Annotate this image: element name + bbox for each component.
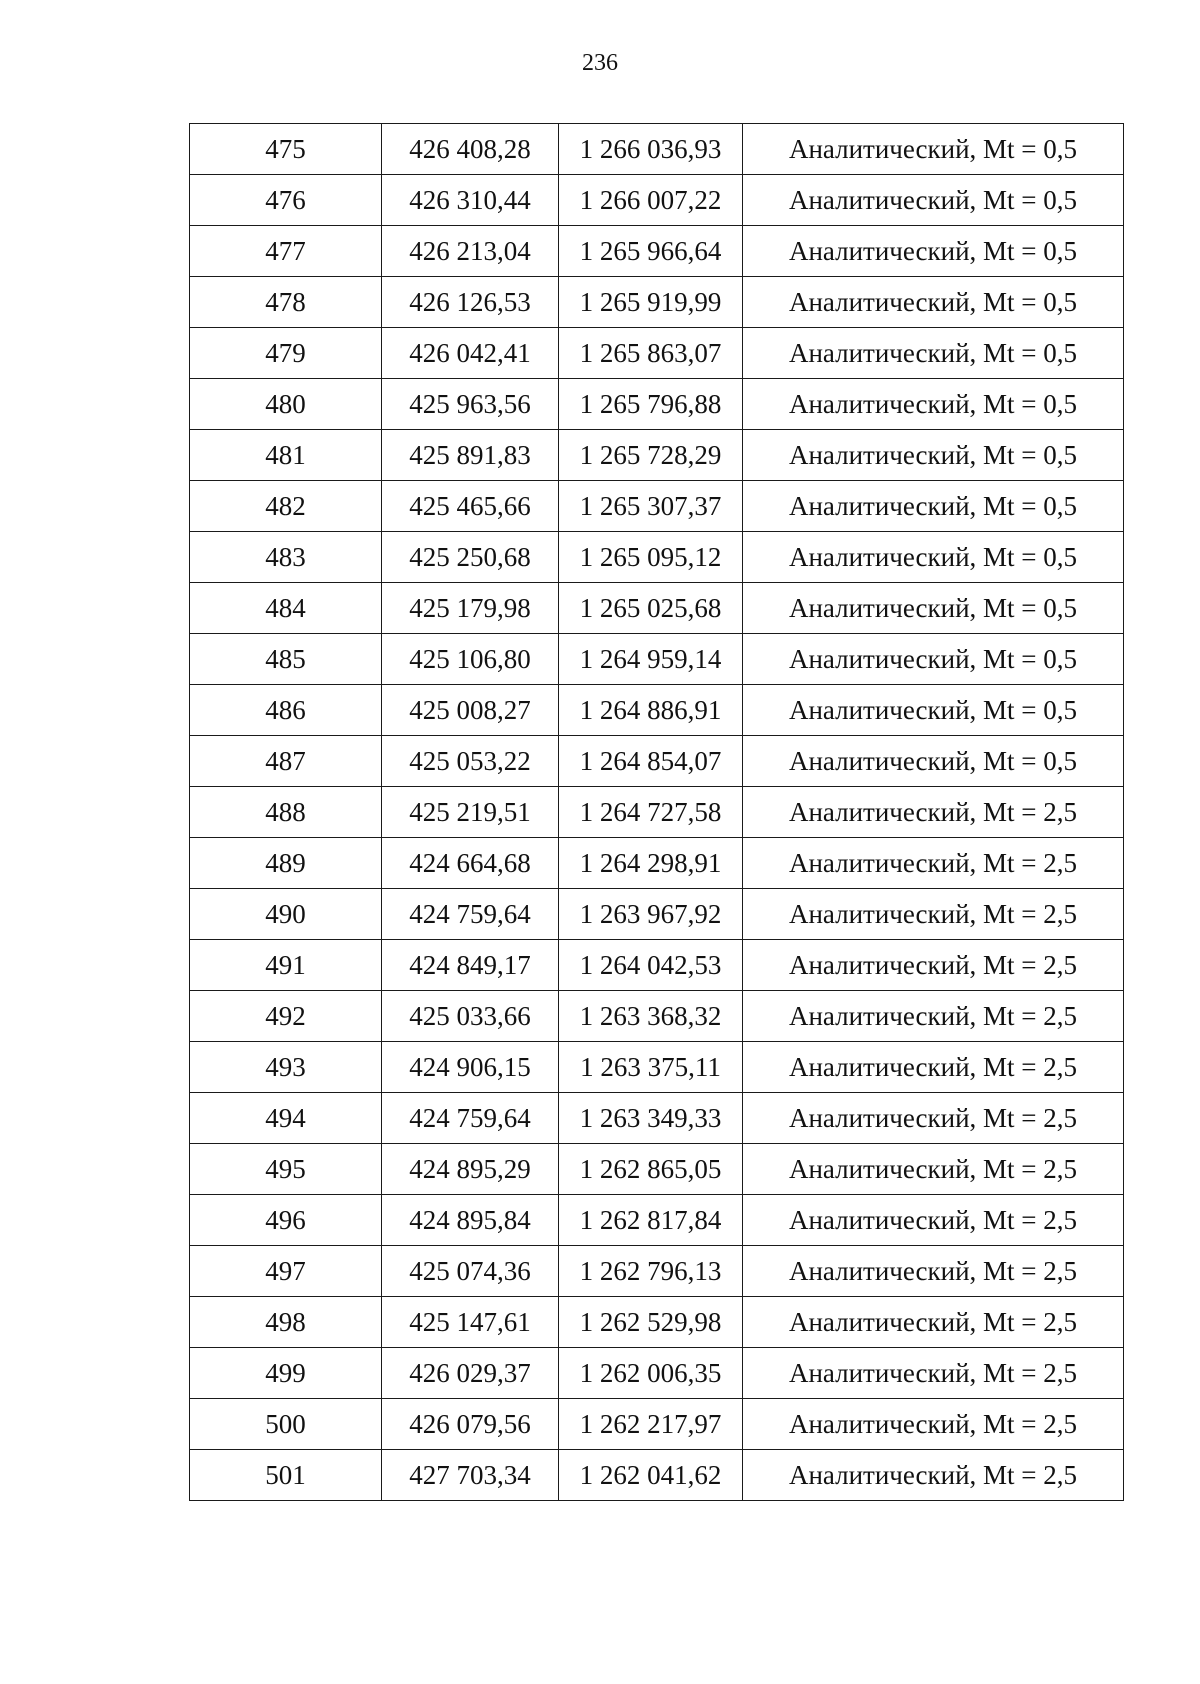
table-row	[190, 685, 1124, 736]
x-coordinate-cell: 425 053,22	[382, 736, 559, 787]
method-cell: Аналитический, Mt = 0,5	[743, 481, 1124, 532]
point-number-cell: 495	[190, 1144, 382, 1195]
y-coordinate-cell: 1 262 006,35	[559, 1348, 743, 1399]
y-coordinate-cell: 1 265 095,12	[559, 532, 743, 583]
method-cell: Аналитический, Mt = 2,5	[743, 1093, 1124, 1144]
x-coordinate-cell: 424 759,64	[382, 889, 559, 940]
method-cell: Аналитический, Mt = 2,5	[743, 1348, 1124, 1399]
table-row	[190, 175, 1124, 226]
table-row	[190, 634, 1124, 685]
method-cell: Аналитический, Mt = 0,5	[743, 532, 1124, 583]
y-coordinate-cell: 1 266 036,93	[559, 124, 743, 175]
method-cell: Аналитический, Mt = 0,5	[743, 736, 1124, 787]
method-cell: Аналитический, Mt = 2,5	[743, 838, 1124, 889]
point-number-cell: 486	[190, 685, 382, 736]
table-row	[190, 1246, 1124, 1297]
x-coordinate-cell: 426 213,04	[382, 226, 559, 277]
y-coordinate-cell: 1 262 217,97	[559, 1399, 743, 1450]
x-coordinate-cell: 424 895,84	[382, 1195, 559, 1246]
point-number-cell: 491	[190, 940, 382, 991]
y-coordinate-cell: 1 262 041,62	[559, 1450, 743, 1501]
method-cell: Аналитический, Mt = 2,5	[743, 1195, 1124, 1246]
table-row	[190, 430, 1124, 481]
x-coordinate-cell: 425 219,51	[382, 787, 559, 838]
table-row	[190, 124, 1124, 175]
table-row	[190, 583, 1124, 634]
method-cell: Аналитический, Mt = 2,5	[743, 1246, 1124, 1297]
y-coordinate-cell: 1 265 919,99	[559, 277, 743, 328]
table-row	[190, 991, 1124, 1042]
point-number-cell: 482	[190, 481, 382, 532]
method-cell: Аналитический, Mt = 0,5	[743, 685, 1124, 736]
y-coordinate-cell: 1 264 042,53	[559, 940, 743, 991]
method-cell: Аналитический, Mt = 2,5	[743, 940, 1124, 991]
table-row	[190, 1450, 1124, 1501]
point-number-cell: 500	[190, 1399, 382, 1450]
x-coordinate-cell: 425 891,83	[382, 430, 559, 481]
y-coordinate-cell: 1 265 307,37	[559, 481, 743, 532]
table-row	[190, 838, 1124, 889]
point-number-cell: 484	[190, 583, 382, 634]
x-coordinate-cell: 424 895,29	[382, 1144, 559, 1195]
y-coordinate-cell: 1 264 886,91	[559, 685, 743, 736]
method-cell: Аналитический, Mt = 2,5	[743, 1042, 1124, 1093]
point-number-cell: 480	[190, 379, 382, 430]
method-cell: Аналитический, Mt = 0,5	[743, 175, 1124, 226]
x-coordinate-cell: 426 042,41	[382, 328, 559, 379]
method-cell: Аналитический, Mt = 2,5	[743, 1450, 1124, 1501]
point-number-cell: 479	[190, 328, 382, 379]
point-number-cell: 483	[190, 532, 382, 583]
x-coordinate-cell: 426 310,44	[382, 175, 559, 226]
table-row	[190, 1093, 1124, 1144]
x-coordinate-cell: 425 074,36	[382, 1246, 559, 1297]
x-coordinate-cell: 426 029,37	[382, 1348, 559, 1399]
page-number: 236	[582, 50, 618, 76]
table-row	[190, 532, 1124, 583]
point-number-cell: 498	[190, 1297, 382, 1348]
x-coordinate-cell: 425 465,66	[382, 481, 559, 532]
x-coordinate-cell: 424 664,68	[382, 838, 559, 889]
y-coordinate-cell: 1 266 007,22	[559, 175, 743, 226]
table-row	[190, 940, 1124, 991]
table-row	[190, 1297, 1124, 1348]
point-number-cell: 499	[190, 1348, 382, 1399]
point-number-cell: 478	[190, 277, 382, 328]
y-coordinate-cell: 1 263 368,32	[559, 991, 743, 1042]
point-number-cell: 494	[190, 1093, 382, 1144]
point-number-cell: 481	[190, 430, 382, 481]
coordinates-table	[189, 123, 1124, 1501]
method-cell: Аналитический, Mt = 0,5	[743, 328, 1124, 379]
x-coordinate-cell: 424 759,64	[382, 1093, 559, 1144]
x-coordinate-cell: 426 408,28	[382, 124, 559, 175]
point-number-cell: 487	[190, 736, 382, 787]
method-cell: Аналитический, Mt = 2,5	[743, 787, 1124, 838]
method-cell: Аналитический, Mt = 0,5	[743, 379, 1124, 430]
table-row	[190, 1399, 1124, 1450]
table-row	[190, 889, 1124, 940]
y-coordinate-cell: 1 264 959,14	[559, 634, 743, 685]
x-coordinate-cell: 426 126,53	[382, 277, 559, 328]
x-coordinate-cell: 425 147,61	[382, 1297, 559, 1348]
y-coordinate-cell: 1 262 796,13	[559, 1246, 743, 1297]
method-cell: Аналитический, Mt = 2,5	[743, 991, 1124, 1042]
table-row	[190, 1195, 1124, 1246]
y-coordinate-cell: 1 263 349,33	[559, 1093, 743, 1144]
table-row	[190, 1042, 1124, 1093]
y-coordinate-cell: 1 264 854,07	[559, 736, 743, 787]
point-number-cell: 492	[190, 991, 382, 1042]
method-cell: Аналитический, Mt = 2,5	[743, 1144, 1124, 1195]
method-cell: Аналитический, Mt = 0,5	[743, 277, 1124, 328]
method-cell: Аналитический, Mt = 2,5	[743, 1297, 1124, 1348]
table-row	[190, 1144, 1124, 1195]
y-coordinate-cell: 1 265 728,29	[559, 430, 743, 481]
x-coordinate-cell: 425 106,80	[382, 634, 559, 685]
y-coordinate-cell: 1 265 863,07	[559, 328, 743, 379]
method-cell: Аналитический, Mt = 0,5	[743, 124, 1124, 175]
point-number-cell: 477	[190, 226, 382, 277]
method-cell: Аналитический, Mt = 0,5	[743, 634, 1124, 685]
x-coordinate-cell: 427 703,34	[382, 1450, 559, 1501]
point-number-cell: 493	[190, 1042, 382, 1093]
method-cell: Аналитический, Mt = 2,5	[743, 1399, 1124, 1450]
x-coordinate-cell: 425 033,66	[382, 991, 559, 1042]
table-row	[190, 1348, 1124, 1399]
table-row	[190, 481, 1124, 532]
table-row	[190, 379, 1124, 430]
point-number-cell: 490	[190, 889, 382, 940]
point-number-cell: 488	[190, 787, 382, 838]
x-coordinate-cell: 425 963,56	[382, 379, 559, 430]
y-coordinate-cell: 1 265 796,88	[559, 379, 743, 430]
x-coordinate-cell: 425 008,27	[382, 685, 559, 736]
y-coordinate-cell: 1 262 817,84	[559, 1195, 743, 1246]
method-cell: Аналитический, Mt = 0,5	[743, 226, 1124, 277]
point-number-cell: 475	[190, 124, 382, 175]
x-coordinate-cell: 424 849,17	[382, 940, 559, 991]
point-number-cell: 476	[190, 175, 382, 226]
x-coordinate-cell: 425 179,98	[382, 583, 559, 634]
method-cell: Аналитический, Mt = 2,5	[743, 889, 1124, 940]
x-coordinate-cell: 424 906,15	[382, 1042, 559, 1093]
y-coordinate-cell: 1 263 375,11	[559, 1042, 743, 1093]
point-number-cell: 485	[190, 634, 382, 685]
point-number-cell: 497	[190, 1246, 382, 1297]
table-row	[190, 328, 1124, 379]
y-coordinate-cell: 1 262 529,98	[559, 1297, 743, 1348]
y-coordinate-cell: 1 263 967,92	[559, 889, 743, 940]
table-row	[190, 277, 1124, 328]
y-coordinate-cell: 1 264 727,58	[559, 787, 743, 838]
point-number-cell: 501	[190, 1450, 382, 1501]
point-number-cell: 496	[190, 1195, 382, 1246]
table-row	[190, 226, 1124, 277]
point-number-cell: 489	[190, 838, 382, 889]
y-coordinate-cell: 1 264 298,91	[559, 838, 743, 889]
coordinates-table-body	[190, 124, 1124, 1501]
y-coordinate-cell: 1 265 966,64	[559, 226, 743, 277]
x-coordinate-cell: 426 079,56	[382, 1399, 559, 1450]
method-cell: Аналитический, Mt = 0,5	[743, 583, 1124, 634]
method-cell: Аналитический, Mt = 0,5	[743, 430, 1124, 481]
y-coordinate-cell: 1 262 865,05	[559, 1144, 743, 1195]
table-row	[190, 787, 1124, 838]
table-row	[190, 736, 1124, 787]
y-coordinate-cell: 1 265 025,68	[559, 583, 743, 634]
x-coordinate-cell: 425 250,68	[382, 532, 559, 583]
